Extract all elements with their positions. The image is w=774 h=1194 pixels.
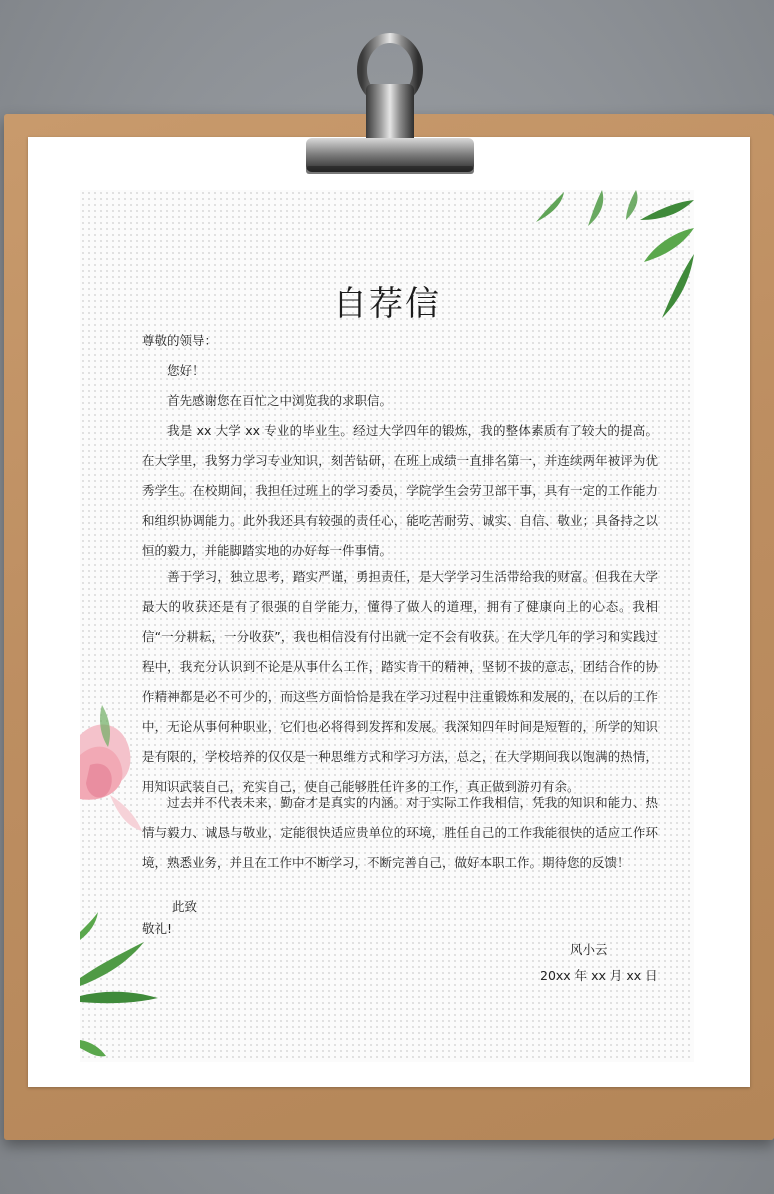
date: 20xx 年 xx 月 xx 日 bbox=[540, 968, 658, 983]
signature: 风小云 bbox=[570, 942, 608, 957]
greeting: 您好！ bbox=[167, 363, 205, 378]
salutation: 尊敬的领导： bbox=[142, 333, 218, 348]
letter-page bbox=[80, 190, 694, 1062]
paragraph-2: 我是 xx 大学 xx 专业的毕业生。经过大学四年的锻炼，我的整体素质有了较大的提高。在大学里，我努力学习专业知识，刻苦钻研，在班上成绩一直排名第一，并连续两年被评为优秀学生。在校期间，我担任过班上的学习委员，学院学生会劳卫部干事，具有一定的工作能力和组织协调能力。此外我还具有较强的责任心，能吃苦耐劳、诚实、自信、敬业；具备持之以恒的毅力，并能脚踏实地的办好每一件事情。 bbox=[142, 423, 658, 558]
letter-title: 自荐信 bbox=[333, 284, 441, 324]
paragraph-3: 善于学习，独立思考，踏实严谨，勇担责任，是大学学习生活带给我的财富。但我在大学最大的收获还是有了很强的自学能力，懂得了做人的道理，拥有了健康向上的心态。我相信“一分耕耘，一分收获”，我也相信没有付出就一定不会有收获。在大学几年的学习和实践过程中，我充分认识到不论是从事什么工作，踏实肯干的精神，坚韧不拔的意志，团结合作的协作精神都是必不可少的，而这些方面恰恰是我在学习过程中注重锻炼和发展的，在以后的工作中，无论从事何种职业，它们也必将得到发挥和发展。我深知四年时间是短暂的，所学的知识是有限的，学校培养的仅仅是一种思维方式和学习方法，总之，在大学期间我以饱满的热情，用知识武装自己，充实自己，使自己能够胜任许多的工作，真正做到游刃有余。 bbox=[142, 569, 658, 794]
paragraph-1: 首先感谢您在百忙之中浏览我的求职信。 bbox=[167, 393, 393, 408]
closing-line-2: 敬礼! bbox=[142, 921, 173, 936]
closing-line-1: 此致 bbox=[172, 899, 198, 914]
binder-clip-icon bbox=[300, 20, 480, 180]
paragraph-4: 过去并不代表未来，勤奋才是真实的内涵。对于实际工作我相信，凭我的知识和能力、热情与毅力、诚恳与敬业，定能很快适应贵单位的环境，胜任自己的工作我能很快的适应工作环境，熟悉业务，并且在工作中不断学习，不断完善自己，做好本职工作。期待您的反馈！ bbox=[142, 795, 658, 870]
